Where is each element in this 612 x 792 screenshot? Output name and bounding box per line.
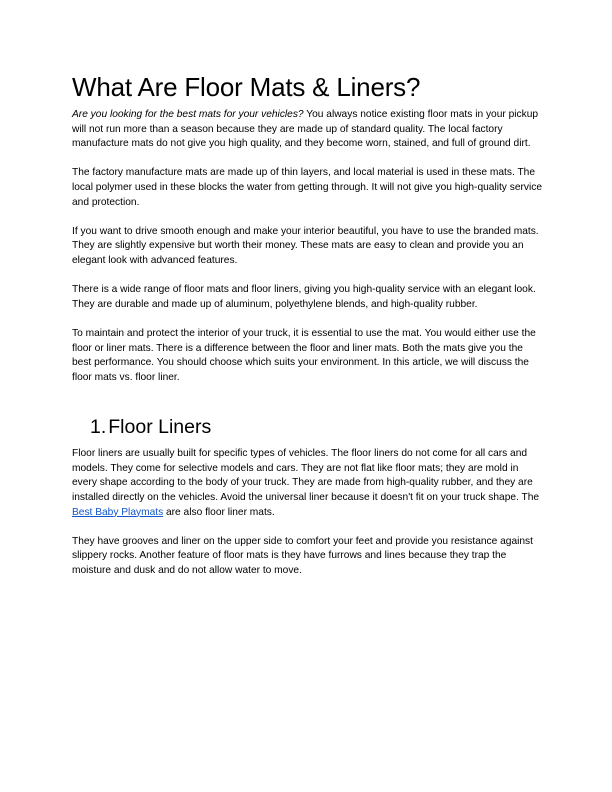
floor-liners-text-after-link: are also floor liner mats. <box>163 506 275 518</box>
paragraph-range: There is a wide range of floor mats and floor liners, giving you high-quality service with an elegant look. They are durable and made up of aluminum, polyethylene blends, and high-quality rubber. <box>72 284 536 310</box>
intro-text: You always notice existing floor mats in your pickup will not run more than a season because they are made up of standard quality. The local factory manufacture mats do not give you high quality, and they become worn, stained, and full of ground dirt. <box>72 109 539 150</box>
section-heading-text: Floor Liners <box>108 416 212 439</box>
page-title: What Are Floor Mats & Liners? <box>72 72 421 102</box>
section-heading-floor-liners <box>90 415 542 439</box>
intro-italic-lead: Are you looking for the best mats for your vehicles? <box>72 109 304 120</box>
intro-paragraph <box>72 108 542 152</box>
paragraph-branded-mats: If you want to drive smooth enough and make your interior beautiful, you have to use the branded mats. They are slightly expensive but worth their money. These mats are easy to clean and provide you an elegant look with advanced features. <box>72 225 539 266</box>
document-page <box>72 72 542 593</box>
paragraph-factory-mats: The factory manufacture mats are made up of thin layers, and local material is used in these mats. The local polymer used in these blocks the water from getting through. It will not give you high-quality service and protection. <box>72 167 542 208</box>
paragraph-maintain: To maintain and protect the interior of your truck, it is essential to use the mat. You would either use the floor or liner mats. There is a difference between the floor and liner mats. Both the mats give you the best performance. You should choose which suits your environment. In this article, we will discuss the floor mats vs. floor liner. <box>72 327 536 383</box>
best-baby-playmats-link[interactable]: Best Baby Playmats <box>72 506 164 518</box>
floor-liners-paragraph-2: They have grooves and liner on the upper side to comfort your feet and provide you resistance against slippery rocks. Another feature of floor mats is they have furrows and lines because they trap the moisture and dusk and do not allow water to move. <box>72 535 533 577</box>
section-number: 1. <box>90 416 107 439</box>
floor-liners-text-before-link: Floor liners are usually built for specific types of vehicles. The floor liners do not come for all cars and models. They come for selective models and cars. They are not flat like floor mats; they are mold in every shape according to the body of your truck. They are made from high-quality rubber, and they are installed directly on the vehicles. Avoid the universal liner because it doesn't fit on your truck shape. The <box>72 448 540 504</box>
floor-liners-paragraph-1 <box>72 447 542 520</box>
